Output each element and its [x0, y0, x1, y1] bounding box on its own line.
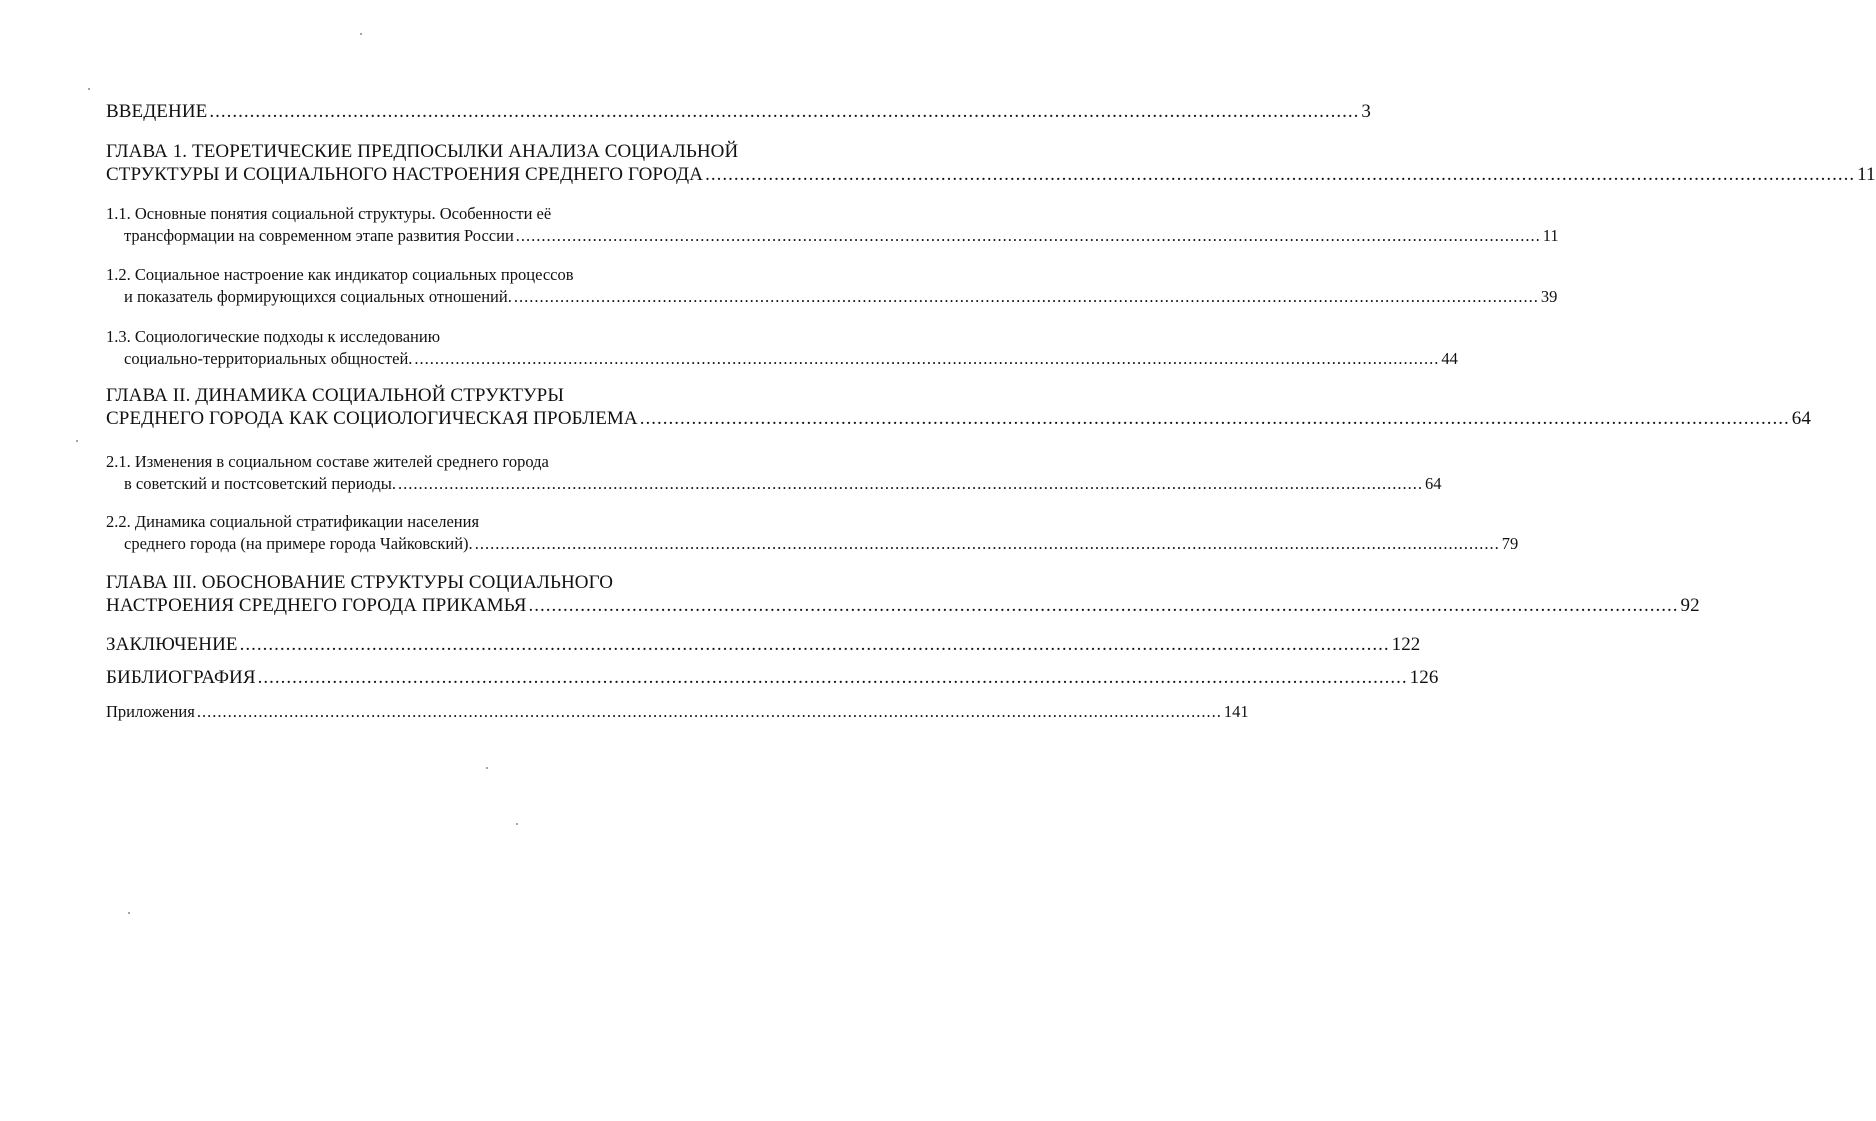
toc-entry-title: БИБЛИОГРАФИЯ [106, 667, 256, 688]
toc-entry-page: 39 [1540, 287, 1558, 306]
toc-entry-title-line-2: СТРУКТУРЫ И СОЦИАЛЬНОГО НАСТРОЕНИЯ СРЕДНЕГО ГОРОДА [106, 164, 704, 185]
toc-entry-chapter-1 [106, 141, 1876, 187]
leader-dots: ........................................................................................................................................................................................................ [528, 595, 1679, 616]
toc-entry-page: 126 [1409, 667, 1439, 688]
toc-entry-title-line-1: ГЛАВА 1. ТЕОРЕТИЧЕСКИЕ ПРЕДПОСЫЛКИ АНАЛИЗА СОЦИАЛЬНОЙ [106, 141, 739, 162]
toc-entry-section-2-1 [106, 452, 1442, 496]
leader-dots: ........................................................................................................................................................................................................ [474, 534, 1500, 553]
toc-entry-chapter-2 [106, 385, 1811, 431]
leader-dots: ........................................................................................................................................................................................................ [257, 667, 1408, 688]
toc-entry-title-line-1: ГЛАВА III. ОБОСНОВАНИЕ СТРУКТУРЫ СОЦИАЛЬНОГО [106, 572, 614, 593]
leader-dots: ........................................................................................................................................................................................................ [513, 287, 1539, 306]
leader-dots: ........................................................................................................................................................................................................ [639, 408, 1790, 429]
toc-entry-section-2-2 [106, 512, 1519, 556]
toc-entry-bibliography [106, 667, 1439, 690]
toc-entry-conclusion [106, 634, 1421, 657]
toc-entry-title-line-2: СРЕДНЕГО ГОРОДА КАК СОЦИОЛОГИЧЕСКАЯ ПРОБЛЕМА [106, 408, 638, 429]
toc-entry-appendices [106, 702, 1249, 724]
toc-entry-title: ВВЕДЕНИЕ [106, 101, 208, 122]
toc-entry-page: 44 [1441, 349, 1458, 368]
leader-dots: ........................................................................................................................................................................................................ [209, 101, 1360, 122]
toc-entry-page: 64 [1791, 408, 1811, 429]
toc-entry-page: 141 [1223, 702, 1249, 721]
toc-entry-title-line-2: и показатель формирующихся социальных отношений. [124, 287, 512, 306]
toc-entry-title-line-2: среднего города (на примере города Чайковский). [124, 534, 473, 553]
toc-entry-title-line-2: социально-территориальных общностей. [124, 349, 413, 368]
toc-entry-title-line-1: ГЛАВА II. ДИНАМИКА СОЦИАЛЬНОЙ СТРУКТУРЫ [106, 385, 565, 406]
scan-speck [486, 767, 488, 769]
leader-dots: ........................................................................................................................................................................................................ [515, 226, 1541, 245]
scan-speck [88, 88, 90, 90]
toc-entry-chapter-3 [106, 572, 1700, 618]
toc-entry-page: 11 [1857, 164, 1876, 185]
toc-entry-title-line-1: 1.2. Социальное настроение как индикатор социальных процессов [106, 265, 574, 284]
toc-entry-title-line-2: трансформации на современном этапе развития России [124, 226, 514, 245]
scan-speck [360, 33, 362, 35]
toc-entry-title: ЗАКЛЮЧЕНИЕ [106, 634, 238, 655]
toc-entry-page: 64 [1424, 474, 1442, 493]
toc-entry-page: 11 [1542, 226, 1559, 245]
toc-entry-page: 3 [1361, 101, 1371, 122]
scan-speck [516, 823, 518, 825]
toc-entry-page: 122 [1391, 634, 1421, 655]
toc-entry-introduction [106, 101, 1371, 124]
toc-entry-page: 92 [1680, 595, 1700, 616]
scan-speck [128, 912, 130, 914]
toc-entry-title-line-2: в советский и постсоветский периоды. [124, 474, 396, 493]
toc-entry-title-line-1: 1.1. Основные понятия социальной структуры. Особенности её [106, 204, 552, 223]
leader-dots: ........................................................................................................................................................................................................ [196, 702, 1222, 721]
toc-entry-section-1-3 [106, 327, 1458, 371]
leader-dots: ........................................................................................................................................................................................................ [414, 349, 1440, 368]
toc-entry-title: Приложения [106, 702, 195, 721]
toc-entry-page: 79 [1501, 534, 1519, 553]
scan-speck [76, 440, 78, 442]
toc-entry-title-line-1: 2.2. Динамика социальной стратификации населения [106, 512, 480, 531]
leader-dots: ........................................................................................................................................................................................................ [397, 474, 1423, 493]
toc-entry-section-1-1 [106, 204, 1559, 248]
toc-entry-title-line-2: НАСТРОЕНИЯ СРЕДНЕГО ГОРОДА ПРИКАМЬЯ [106, 595, 527, 616]
leader-dots: ........................................................................................................................................................................................................ [705, 164, 1856, 185]
toc-entry-section-1-2 [106, 265, 1558, 309]
toc-entry-title-line-1: 1.3. Социологические подходы к исследованию [106, 327, 441, 346]
leader-dots: ........................................................................................................................................................................................................ [239, 634, 1390, 655]
toc-entry-title-line-1: 2.1. Изменения в социальном составе жителей среднего города [106, 452, 549, 471]
